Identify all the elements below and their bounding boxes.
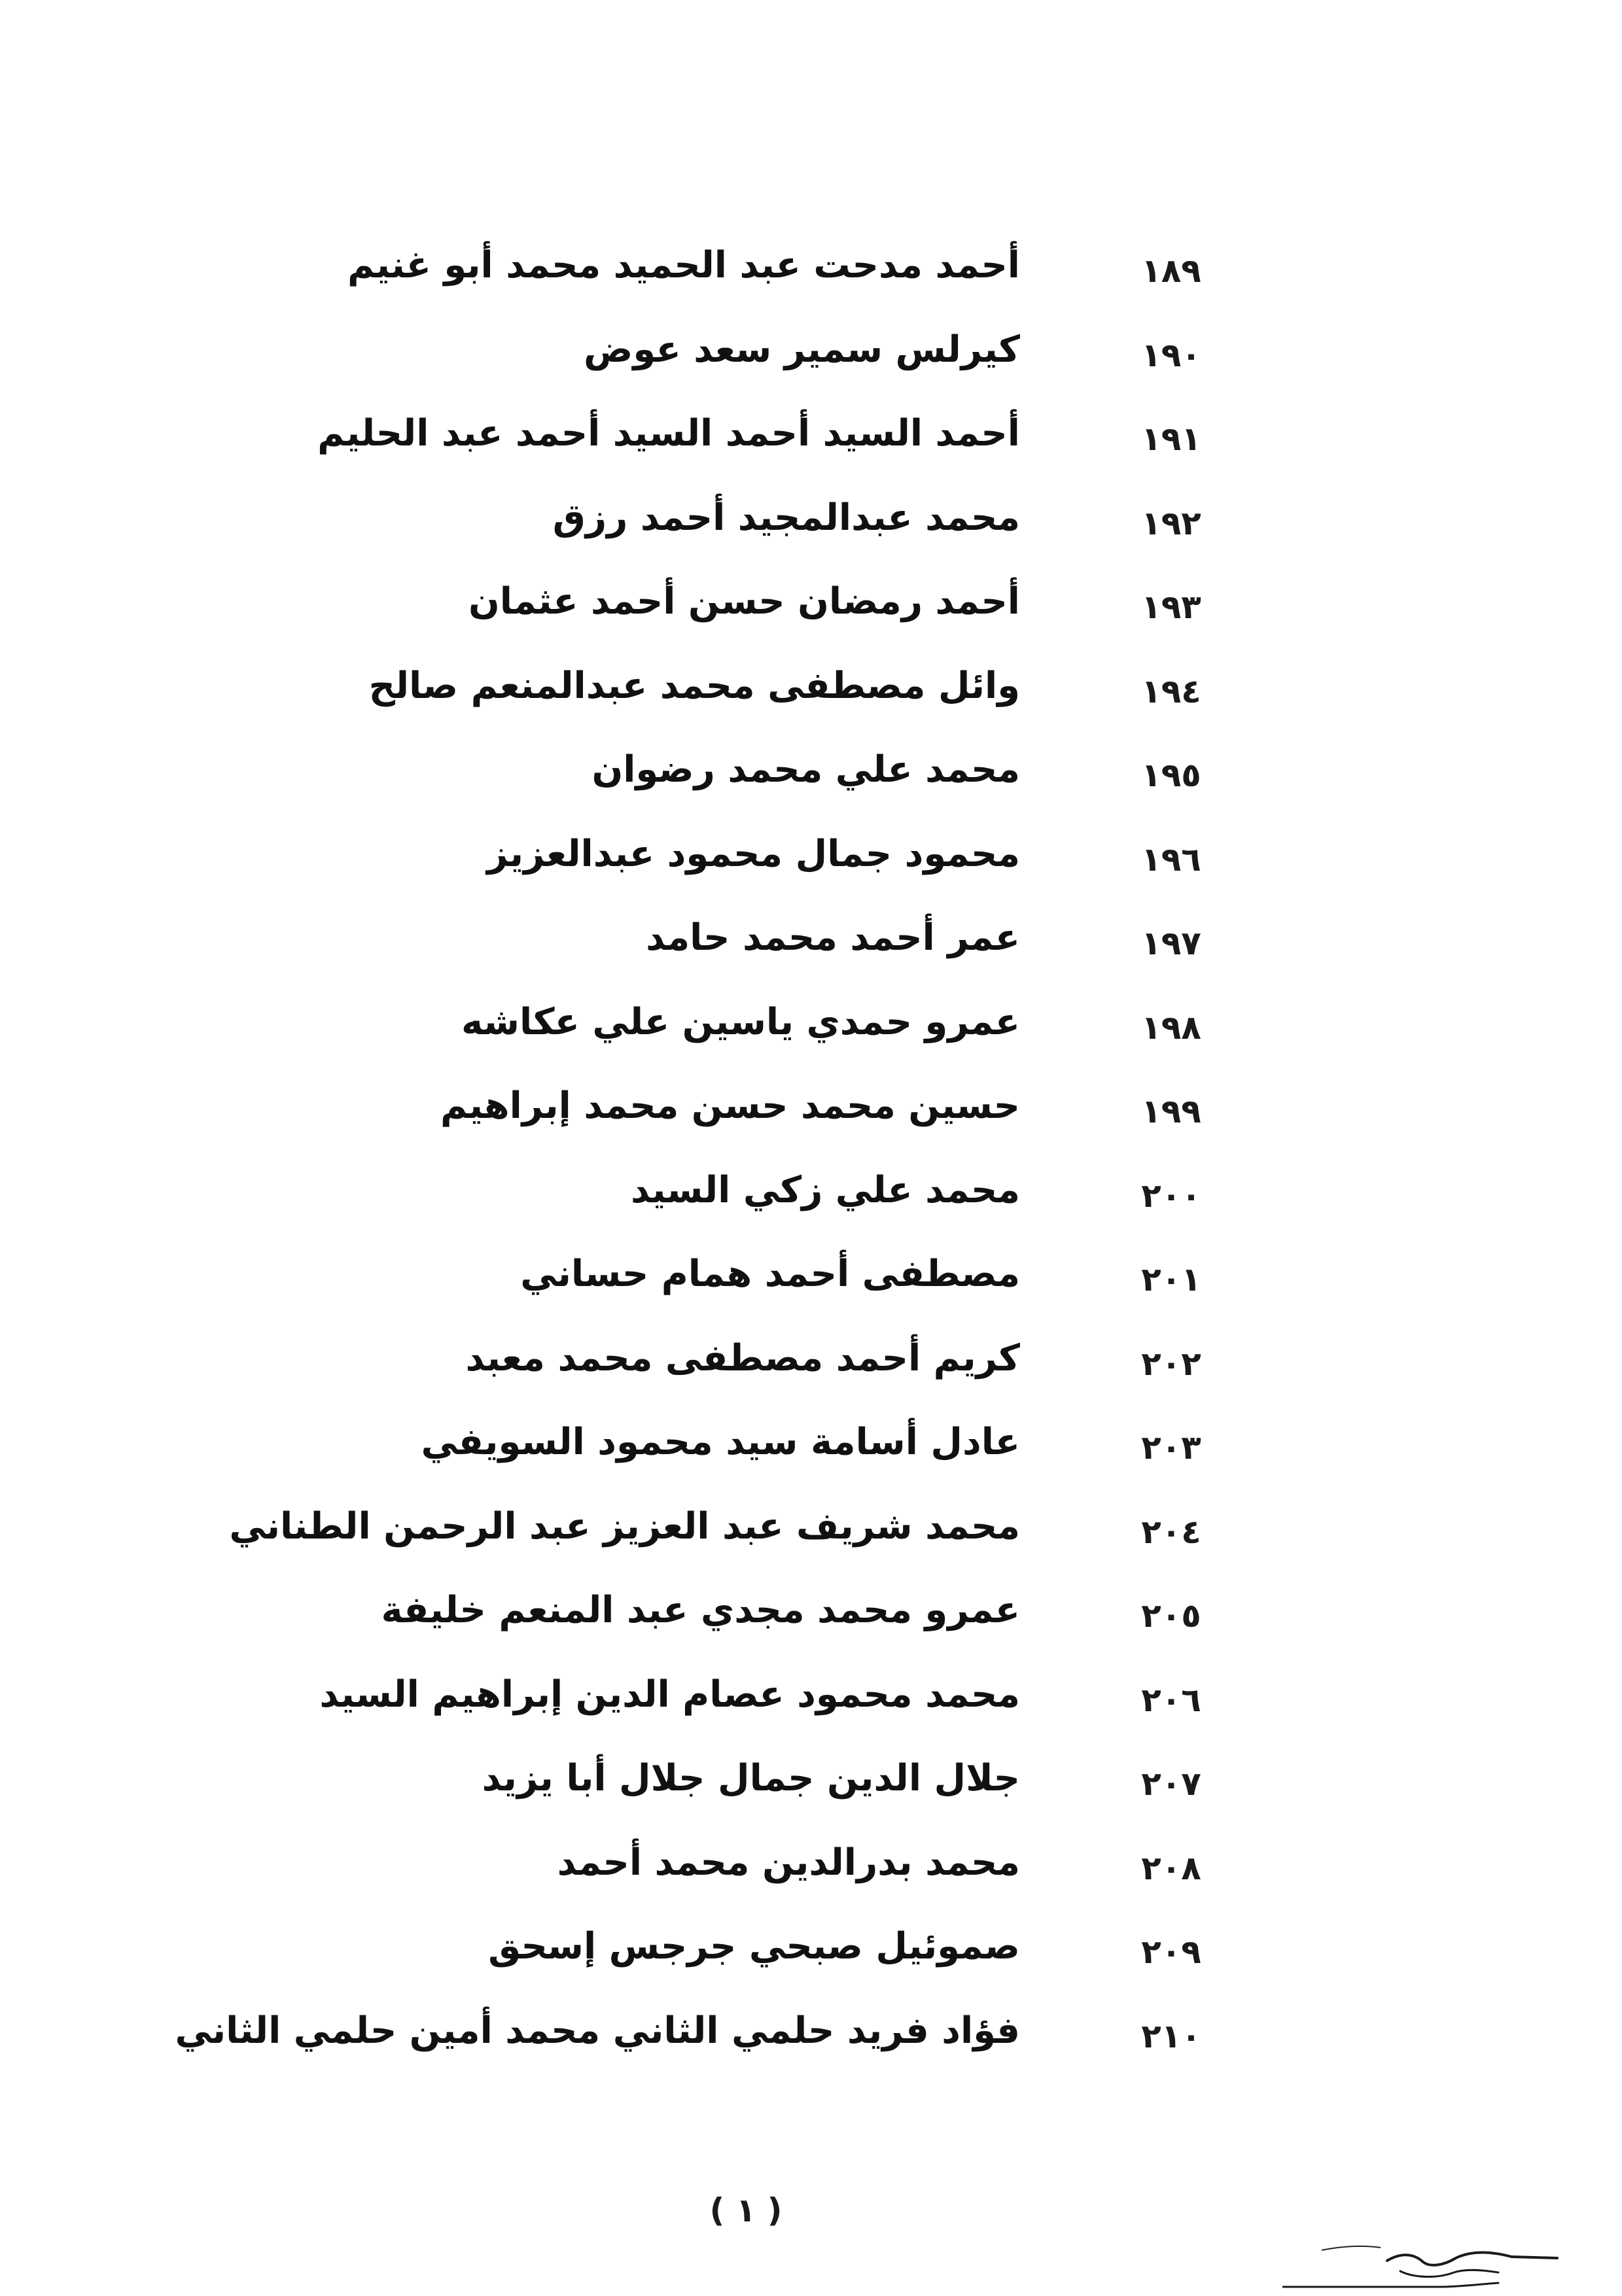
list-item (0, 400, 1622, 485)
entry-name: محمد شريف عبد العزيز عبد الرحمن الطناني (229, 1505, 1020, 1548)
list-item (0, 1577, 1622, 1661)
entry-number: ١٩٠ (1141, 336, 1201, 374)
entry-name: عمرو محمد مجدي عبد المنعم خليفة (381, 1589, 1020, 1631)
list-item (0, 1661, 1622, 1746)
entry-name: وائل مصطفى محمد عبدالمنعم صالح (368, 664, 1020, 707)
entry-name: محمد محمود عصام الدين إبراهيم السيد (319, 1673, 1020, 1716)
entry-name: أحمد مدحت عبد الحميد محمد أبو غنيم (347, 244, 1020, 287)
roster-list (0, 232, 1622, 2081)
entry-name: أحمد السيد أحمد السيد أحمد عبد الحليم (317, 412, 1020, 455)
entry-name: محمود جمال محمود عبدالعزيز (487, 832, 1020, 875)
list-item (0, 568, 1622, 653)
entry-name: جلال الدين جمال جلال أبا يزيد (482, 1757, 1020, 1800)
entry-number: ١٩٢ (1141, 504, 1201, 542)
list-item (0, 232, 1622, 317)
signature-mark (1282, 2224, 1596, 2296)
entry-name: عمرو حمدي ياسين علي عكاشه (461, 1000, 1020, 1043)
entry-name: عادل أسامة سيد محمود السويفي (421, 1421, 1020, 1463)
entry-number: ١٩٨ (1141, 1008, 1201, 1047)
list-item (0, 1913, 1622, 1998)
entry-number: ٢٠١ (1141, 1261, 1201, 1298)
entry-number: ٢٠٨ (1141, 1849, 1201, 1887)
entry-number: ٢٠٦ (1141, 1680, 1201, 1719)
list-item (0, 1745, 1622, 1830)
list-item (0, 1325, 1622, 1410)
list-item (0, 737, 1622, 821)
list-item (0, 1830, 1622, 1914)
entry-number: ٢٠٧ (1141, 1765, 1201, 1803)
entry-name: عمر أحمد محمد حامد (646, 916, 1020, 959)
entry-name: كيرلس سمير سعد عوض (584, 328, 1020, 371)
entry-number: ٢٠٩ (1141, 1933, 1201, 1971)
entry-number: ٢٠٥ (1141, 1597, 1201, 1635)
entry-name: محمد عبدالمجيد أحمد رزق (552, 496, 1020, 539)
entry-number: ١٩١ (1141, 420, 1201, 458)
entry-name: كريم أحمد مصطفى محمد معبد (465, 1336, 1020, 1380)
entry-number: ٢٠٤ (1141, 1512, 1201, 1551)
entry-number: ٢١٠ (1141, 2017, 1201, 2055)
list-item (0, 1998, 1622, 2082)
list-item (0, 1409, 1622, 1493)
list-item (0, 1493, 1622, 1578)
list-item (0, 1073, 1622, 1157)
entry-number: ٢٠٣ (1141, 1429, 1201, 1467)
entry-name: أحمد رمضان حسن أحمد عثمان (468, 580, 1020, 623)
list-item (0, 317, 1622, 401)
entry-number: ١٩٥ (1141, 756, 1201, 794)
entry-name: حسين محمد حسن محمد إبراهيم (440, 1085, 1020, 1127)
list-item (0, 989, 1622, 1073)
entry-name: مصطفى أحمد همام حساني (520, 1253, 1020, 1295)
entry-number: ١٩٦ (1141, 840, 1201, 878)
entry-name: فؤاد فريد حلمي الثاني محمد أمين حلمي الثاني (175, 2009, 1020, 2052)
entry-number: ١٨٩ (1141, 252, 1201, 290)
entry-name: محمد علي محمد رضوان (591, 748, 1020, 791)
list-item (0, 1157, 1622, 1242)
list-item (0, 653, 1622, 737)
page-number: ( ١ ) (709, 2191, 783, 2229)
list-item (0, 821, 1622, 905)
list-item (0, 905, 1622, 989)
entry-number: ٢٠٢ (1141, 1344, 1201, 1383)
entry-number: ١٩٧ (1141, 924, 1201, 962)
list-item (0, 1241, 1622, 1325)
entry-number: ١٩٤ (1141, 672, 1201, 710)
entry-number: ١٩٩ (1141, 1092, 1201, 1130)
entry-name: محمد بدرالدين محمد أحمد (557, 1841, 1020, 1884)
entry-name: محمد علي زكي السيد (630, 1168, 1020, 1211)
entry-name: صموئيل صبحي جرجس إسحق (488, 1925, 1020, 1968)
entry-number: ٢٠٠ (1141, 1176, 1201, 1215)
entry-number: ١٩٣ (1141, 588, 1201, 626)
list-item (0, 485, 1622, 569)
